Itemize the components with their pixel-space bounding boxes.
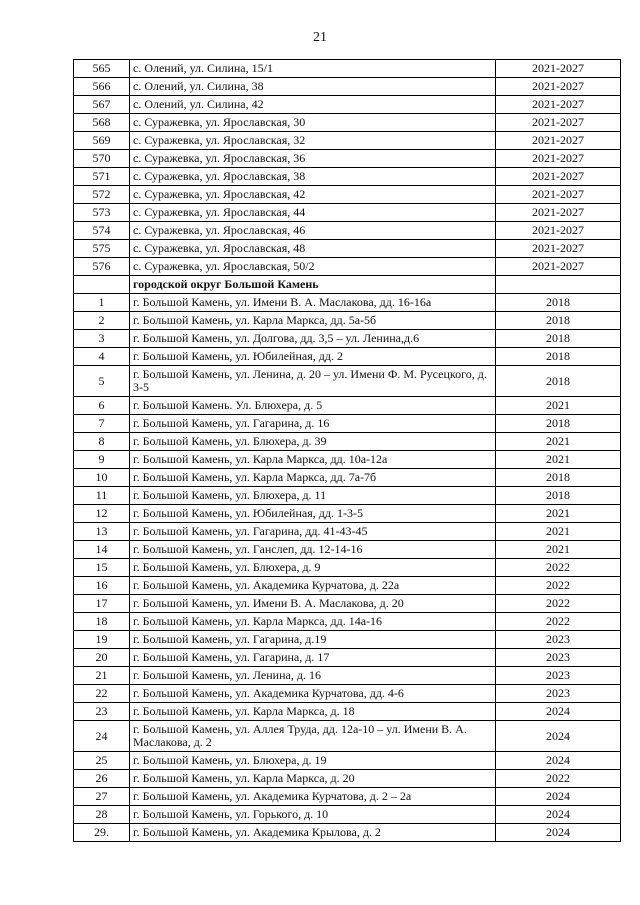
address-cell: с. Суражевка, ул. Ярославская, 32 (130, 132, 496, 150)
table-row (74, 788, 621, 806)
address-cell: г. Большой Камень, ул. Карла Маркса, д. 18 (130, 703, 496, 721)
row-number-cell: 16 (74, 577, 130, 595)
row-number-cell: 573 (74, 204, 130, 222)
address-cell: г. Большой Камень, ул. Долгова, дд. 3,5 – ул. Ленина,д.6 (130, 330, 496, 348)
address-cell: г. Большой Камень, ул. Карла Маркса, дд. 7а-7б (130, 469, 496, 487)
years-cell: 2021-2027 (496, 240, 621, 258)
row-number-cell: 17 (74, 595, 130, 613)
years-cell: 2018 (496, 469, 621, 487)
address-cell: г. Большой Камень, ул. Академика Курчатова, д. 2 – 2а (130, 788, 496, 806)
address-cell: г. Большой Камень, ул. Гагарина, дд. 41-43-45 (130, 523, 496, 541)
table-row (74, 505, 621, 523)
address-cell: г. Большой Камень, ул. Ленина, д. 16 (130, 667, 496, 685)
row-number-cell: 5 (74, 366, 130, 397)
address-cell: г. Большой Камень. Ул. Блюхера, д. 5 (130, 397, 496, 415)
years-cell: 2021-2027 (496, 204, 621, 222)
row-number-cell: 19 (74, 631, 130, 649)
table-row (74, 631, 621, 649)
table-row (74, 204, 621, 222)
row-number-cell: 566 (74, 78, 130, 96)
page-number: 21 (313, 30, 327, 45)
row-number-cell: 8 (74, 433, 130, 451)
row-number-cell: 25 (74, 752, 130, 770)
table-row (74, 595, 621, 613)
row-number-cell: 574 (74, 222, 130, 240)
address-cell: с. Суражевка, ул. Ярославская, 30 (130, 114, 496, 132)
address-cell: г. Большой Камень, ул. Ленина, д. 20 – ул. Имени Ф. М. Русецкого, д. 3-5 (130, 366, 496, 397)
table-row (74, 469, 621, 487)
row-number-cell: 9 (74, 451, 130, 469)
table-row (74, 649, 621, 667)
row-number-cell: 23 (74, 703, 130, 721)
years-cell: 2021-2027 (496, 168, 621, 186)
years-cell: 2021-2027 (496, 186, 621, 204)
row-number-cell: 3 (74, 330, 130, 348)
years-cell: 2021 (496, 541, 621, 559)
row-number-cell: 4 (74, 348, 130, 366)
table-row (74, 541, 621, 559)
table-row (74, 415, 621, 433)
row-number-cell: 6 (74, 397, 130, 415)
address-cell: с. Олений, ул. Силина, 42 (130, 96, 496, 114)
years-cell: 2022 (496, 577, 621, 595)
table-row (74, 433, 621, 451)
years-cell: 2021-2027 (496, 78, 621, 96)
years-cell: 2022 (496, 770, 621, 788)
row-number-cell: 15 (74, 559, 130, 577)
years-cell: 2024 (496, 752, 621, 770)
table-row (74, 150, 621, 168)
years-cell: 2024 (496, 806, 621, 824)
address-cell: г. Большой Камень, ул. Академика Крылова, д. 2 (130, 824, 496, 842)
address-cell: с. Олений, ул. Силина, 15/1 (130, 60, 496, 78)
years-cell: 2024 (496, 788, 621, 806)
table-row (74, 78, 621, 96)
address-cell: г. Большой Камень, ул. Юбилейная, дд. 2 (130, 348, 496, 366)
row-number-cell: 14 (74, 541, 130, 559)
row-number-cell: 565 (74, 60, 130, 78)
years-cell: 2018 (496, 415, 621, 433)
table-row (74, 312, 621, 330)
row-number-cell: 24 (74, 721, 130, 752)
row-number-cell: 575 (74, 240, 130, 258)
address-cell: с. Суражевка, ул. Ярославская, 46 (130, 222, 496, 240)
row-number-cell (74, 276, 130, 294)
table-row (74, 397, 621, 415)
address-cell: г. Большой Камень, ул. Имени В. А. Маслакова, д. 20 (130, 595, 496, 613)
years-cell: 2022 (496, 559, 621, 577)
address-cell: с. Суражевка, ул. Ярославская, 50/2 (130, 258, 496, 276)
years-cell: 2018 (496, 312, 621, 330)
table-row (74, 613, 621, 631)
address-cell: г. Большой Камень, ул. Карла Маркса, дд. 5а-5б (130, 312, 496, 330)
row-number-cell: 27 (74, 788, 130, 806)
years-cell: 2023 (496, 631, 621, 649)
row-number-cell: 1 (74, 294, 130, 312)
years-cell: 2022 (496, 613, 621, 631)
address-cell: г. Большой Камень, ул. Ганслеп, дд. 12-14-16 (130, 541, 496, 559)
years-cell: 2021-2027 (496, 60, 621, 78)
table-row (74, 222, 621, 240)
years-cell: 2024 (496, 824, 621, 842)
table-row (74, 703, 621, 721)
address-cell: г. Большой Камень, ул. Имени В. А. Маслакова, дд. 16-16а (130, 294, 496, 312)
address-cell: с. Суражевка, ул. Ярославская, 36 (130, 150, 496, 168)
address-cell: г. Большой Камень, ул. Академика Курчатова, дд. 4-6 (130, 685, 496, 703)
address-cell: г. Большой Камень, ул. Юбилейная, дд. 1-3-5 (130, 505, 496, 523)
section-title: городской округ Большой Камень (130, 276, 496, 294)
address-cell: г. Большой Камень, ул. Карла Маркса, д. 20 (130, 770, 496, 788)
address-cell: г. Большой Камень, ул. Карла Маркса, дд. 14а-16 (130, 613, 496, 631)
years-cell: 2021 (496, 451, 621, 469)
years-cell: 2018 (496, 348, 621, 366)
years-cell: 2021-2027 (496, 222, 621, 240)
row-number-cell: 22 (74, 685, 130, 703)
address-cell: г. Большой Камень, ул. Гагарина, д.19 (130, 631, 496, 649)
table-row (74, 770, 621, 788)
years-cell: 2023 (496, 685, 621, 703)
table-row (74, 186, 621, 204)
row-number-cell: 13 (74, 523, 130, 541)
row-number-cell: 568 (74, 114, 130, 132)
row-number-cell: 11 (74, 487, 130, 505)
section-row (74, 276, 621, 294)
table-row (74, 824, 621, 842)
row-number-cell: 21 (74, 667, 130, 685)
row-number-cell: 26 (74, 770, 130, 788)
row-number-cell: 569 (74, 132, 130, 150)
row-number-cell: 20 (74, 649, 130, 667)
row-number-cell: 571 (74, 168, 130, 186)
years-cell: 2021 (496, 433, 621, 451)
years-cell: 2018 (496, 366, 621, 397)
address-cell: с. Суражевка, ул. Ярославская, 38 (130, 168, 496, 186)
table-row (74, 330, 621, 348)
years-cell: 2023 (496, 667, 621, 685)
row-number-cell: 2 (74, 312, 130, 330)
years-cell: 2021 (496, 397, 621, 415)
years-cell (496, 276, 621, 294)
address-cell: с. Суражевка, ул. Ярославская, 42 (130, 186, 496, 204)
table-row (74, 667, 621, 685)
table-row (74, 366, 621, 397)
years-cell: 2018 (496, 294, 621, 312)
table-row (74, 523, 621, 541)
years-cell: 2018 (496, 487, 621, 505)
years-cell: 2021-2027 (496, 114, 621, 132)
row-number-cell: 572 (74, 186, 130, 204)
table-row (74, 114, 621, 132)
years-cell: 2021-2027 (496, 132, 621, 150)
address-cell: г. Большой Камень, ул. Горького, д. 10 (130, 806, 496, 824)
years-cell: 2021 (496, 523, 621, 541)
years-cell: 2021-2027 (496, 96, 621, 114)
row-number-cell: 18 (74, 613, 130, 631)
table-row (74, 96, 621, 114)
table-row (74, 451, 621, 469)
table-row (74, 487, 621, 505)
years-cell: 2024 (496, 703, 621, 721)
address-cell: г. Большой Камень, ул. Аллея Труда, дд. 12а-10 – ул. Имени В. А. Маслакова, д. 2 (130, 721, 496, 752)
years-cell: 2018 (496, 330, 621, 348)
address-cell: г. Большой Камень, ул. Блюхера, д. 19 (130, 752, 496, 770)
row-number-cell: 7 (74, 415, 130, 433)
table-row (74, 348, 621, 366)
address-cell: с. Олений, ул. Силина, 38 (130, 78, 496, 96)
years-cell: 2021 (496, 505, 621, 523)
row-number-cell: 29. (74, 824, 130, 842)
address-cell: г. Большой Камень, ул. Гагарина, д. 16 (130, 415, 496, 433)
row-number-cell: 576 (74, 258, 130, 276)
row-number-cell: 567 (74, 96, 130, 114)
address-cell: г. Большой Камень, ул. Гагарина, д. 17 (130, 649, 496, 667)
address-cell: г. Большой Камень, ул. Блюхера, д. 9 (130, 559, 496, 577)
years-cell: 2021-2027 (496, 150, 621, 168)
table-row (74, 132, 621, 150)
address-cell: г. Большой Камень, ул. Блюхера, д. 39 (130, 433, 496, 451)
table-row (74, 577, 621, 595)
row-number-cell: 28 (74, 806, 130, 824)
table-row (74, 685, 621, 703)
table-row (74, 294, 621, 312)
years-cell: 2023 (496, 649, 621, 667)
address-cell: с. Суражевка, ул. Ярославская, 44 (130, 204, 496, 222)
housing-table (73, 59, 621, 842)
row-number-cell: 10 (74, 469, 130, 487)
address-cell: г. Большой Камень, ул. Карла Маркса, дд. 10а-12а (130, 451, 496, 469)
table-row (74, 258, 621, 276)
table-row (74, 168, 621, 186)
row-number-cell: 570 (74, 150, 130, 168)
years-cell: 2021-2027 (496, 258, 621, 276)
address-cell: г. Большой Камень, ул. Академика Курчатова, д. 22а (130, 577, 496, 595)
table-row (74, 559, 621, 577)
table-row (74, 240, 621, 258)
table-row (74, 721, 621, 752)
years-cell: 2024 (496, 721, 621, 752)
address-cell: с. Суражевка, ул. Ярославская, 48 (130, 240, 496, 258)
years-cell: 2022 (496, 595, 621, 613)
table-row (74, 752, 621, 770)
row-number-cell: 12 (74, 505, 130, 523)
table-row (74, 806, 621, 824)
table-body (74, 60, 621, 842)
address-cell: г. Большой Камень, ул. Блюхера, д. 11 (130, 487, 496, 505)
table-row (74, 60, 621, 78)
